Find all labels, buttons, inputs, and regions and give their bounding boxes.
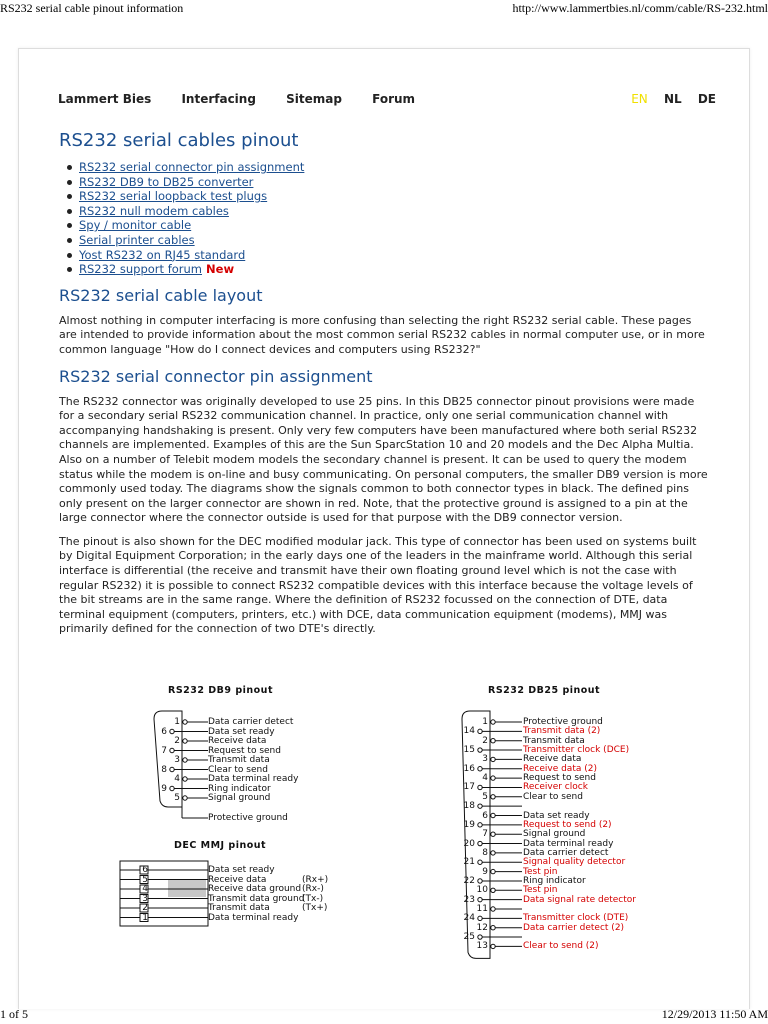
toc-item	[79, 189, 711, 204]
print-url: http://www.lammertbies.nl/comm/cable/RS-232.html	[512, 1, 768, 15]
toc-item	[79, 262, 711, 277]
db25-pin-label: Request to send	[523, 773, 596, 784]
mmj-pin-number: 2	[142, 903, 148, 913]
db9-pin-number: 4	[174, 774, 180, 784]
db9-pin-label: Data set ready	[208, 726, 275, 737]
page-title: RS232 serial cables pinout	[59, 130, 299, 151]
toc-link-yost[interactable]: Yost RS232 on RJ45 standard	[79, 247, 246, 262]
mmj-pin-label: Receive data ground	[208, 884, 302, 894]
db9-pin-number: 9	[161, 783, 167, 794]
db25-pin-number: 11	[476, 904, 488, 914]
table-of-contents	[59, 160, 711, 277]
db25-pin-label: Protective ground	[523, 717, 603, 727]
db25-pin-number: 25	[463, 932, 475, 943]
print-title: RS232 serial cable pinout information	[0, 1, 184, 15]
db25-pin-label: Request to send (2)	[523, 819, 612, 830]
db25-pin-number: 17	[463, 782, 475, 793]
db9-pin-label: Request to send	[208, 745, 281, 756]
db9-pin-label: Data carrier detect	[208, 717, 294, 727]
mmj-pin-number: 3	[142, 893, 148, 904]
db25-pin-number: 8	[482, 847, 488, 858]
print-page-number: 1 of 5	[0, 1007, 28, 1021]
db25-pin-label: Data signal rate detector	[523, 894, 636, 905]
db25-pin-number: 9	[482, 866, 488, 877]
mmj-pin-polarity: (Tx-)	[302, 893, 324, 904]
mmj-pin-label: Receive data	[208, 874, 267, 885]
main-content	[59, 130, 711, 646]
db9-title: RS232 DB9 pinout	[168, 685, 273, 696]
lang-de[interactable]: DE	[697, 92, 716, 106]
db25-pin-label: Receiver clock	[523, 782, 588, 793]
mmj-pin-number: 4	[142, 884, 148, 894]
nav-item-lammert-bies[interactable]: Lammert Bies	[58, 92, 152, 106]
pin-assignment-paragraph-2: The pinout is also shown for the DEC modified modular jack. This type of connector has been used on systems built by Digital Equipment Corporation; in the early days one of the leaders in the mainframe world. Although this serial interface is differential (the receive and transmit have their own floating ground level which is not the case with regular RS232) it is possible to connect RS232 compatible devices with this interface because the voltage levels of the bit streams are in the same range. Where the definition of RS232 focussed on the connection of DTE, data terminal equipment (computers, printers, etc.) with DCE, data communication equipment (modems), MMJ was primarily defined for the connection of two DTE's directly.	[59, 534, 697, 636]
db25-pin-label: Data carrier detect	[523, 847, 609, 858]
db9-pin-number: 2	[174, 736, 180, 746]
mmj-pin-polarity: (Rx+)	[302, 874, 329, 885]
mmj-pin-polarity: (Rx-)	[302, 884, 324, 894]
db25-pin-number: 12	[476, 922, 488, 933]
db25-pin-label: Clear to send	[523, 791, 583, 802]
db25-title: RS232 DB25 pinout	[488, 685, 601, 696]
toc-item	[79, 218, 711, 233]
layout-paragraph: Almost nothing in computer interfacing is more confusing than selecting the right RS232 serial cable. These pages are intended to provide information about the most common serial RS232 cables in normal computer use, or in more common language "How do I connect devices and computers using RS232?"	[59, 313, 705, 356]
db25-pin-number: 23	[463, 894, 475, 905]
section-heading-layout: RS232 serial cable layout	[59, 285, 263, 305]
db25-pin-label: Receive data	[523, 754, 582, 765]
db25-pin-label: Ring indicator	[523, 875, 586, 886]
db9-pin-label: Transmit data	[208, 755, 270, 765]
db25-pin-number: 6	[482, 810, 488, 821]
db25-pin-label: Signal ground	[523, 829, 586, 840]
db25-pin-number: 1	[482, 717, 488, 727]
mmj-pin-number: 6	[142, 865, 148, 875]
new-badge: New	[206, 262, 235, 277]
toc-item	[79, 160, 711, 175]
db25-pin-label: Receive data (2)	[523, 763, 597, 774]
nav-item-forum[interactable]: Forum	[372, 92, 416, 106]
db9-pin-number: 8	[161, 764, 167, 775]
print-datetime: 12/29/2013 11:50 AM	[661, 1007, 768, 1021]
mmj-pin-number: 5	[142, 874, 148, 885]
db25-pin-number: 7	[482, 829, 488, 840]
toc-link-forum[interactable]: RS232 support forum	[79, 262, 203, 277]
db25-pin-label: Transmitter clock (DTE)	[523, 913, 629, 924]
print-header	[0, 0, 768, 18]
toc-link-loopback[interactable]: RS232 serial loopback test plugs	[79, 189, 268, 204]
db9-pin-label: Ring indicator	[208, 783, 271, 794]
db9-pin-number: 5	[174, 793, 180, 803]
db25-pin-number: 14	[463, 726, 475, 737]
db25-pin-label: Transmitter clock (DCE)	[523, 745, 630, 756]
nav-item-interfacing[interactable]: Interfacing	[181, 92, 256, 106]
db9-pin-label: Signal ground	[208, 793, 271, 803]
db9-pin-label: Data terminal ready	[208, 774, 299, 784]
toc-link-null-modem[interactable]: RS232 null modem cables	[79, 203, 229, 218]
db9-pin-number: 1	[174, 717, 180, 727]
db25-pin-number: 16	[463, 763, 475, 774]
toc-item	[79, 204, 711, 219]
db9-shell-label: Protective ground	[208, 813, 288, 823]
db25-pin-number: 10	[476, 885, 488, 896]
pinout-diagrams	[110, 683, 650, 973]
mmj-title: DEC MMJ pinout	[174, 840, 267, 851]
db9-pin-number: 3	[174, 755, 180, 765]
db25-pin-number: 24	[463, 913, 475, 924]
mmj-pin-label: Transmit data ground	[208, 893, 305, 904]
db9-pin-label: Clear to send	[208, 764, 268, 775]
lang-en[interactable]: EN	[631, 92, 648, 106]
db25-pin-number: 13	[476, 941, 488, 952]
db25-pin-label: Data terminal ready	[523, 838, 614, 849]
toc-item	[79, 233, 711, 248]
nav-item-sitemap[interactable]: Sitemap	[286, 92, 342, 106]
lang-nl[interactable]: NL	[663, 92, 682, 106]
db25-connector-outline	[110, 683, 390, 973]
db25-pin-label: Test pin	[523, 885, 558, 896]
db25-pin-number: 20	[463, 838, 475, 849]
mmj-pin-label: Data set ready	[208, 865, 275, 875]
db25-pin-number: 18	[463, 801, 475, 812]
toc-item	[79, 248, 711, 263]
db25-pin-number: 22	[463, 875, 475, 886]
db25-pin-label: Signal quality detector	[523, 857, 626, 868]
db25-pin-label: Transmit data	[523, 735, 585, 746]
mmj-pin-label: Transmit data	[208, 903, 270, 913]
mmj-pin-label: Data terminal ready	[208, 912, 299, 923]
section-heading-pin-assignment: RS232 serial connector pin assignment	[59, 366, 373, 386]
db25-pin-number: 15	[463, 745, 475, 756]
toc-link-db9-db25[interactable]: RS232 DB9 to DB25 converter	[79, 174, 254, 189]
toc-link-spy-monitor[interactable]: Spy / monitor cable	[79, 218, 192, 233]
print-footer	[0, 1006, 768, 1024]
top-nav	[58, 92, 716, 112]
toc-item	[79, 175, 711, 190]
mmj-pin-number: 1	[142, 912, 148, 923]
db25-pin-label: Clear to send (2)	[523, 941, 599, 952]
db25-pin-number: 5	[482, 791, 488, 802]
db9-pin-number: 6	[161, 726, 167, 737]
db25-pin-number: 2	[482, 735, 488, 746]
db25-pin-label: Transmit data (2)	[523, 726, 601, 737]
db25-pin-number: 4	[482, 773, 488, 784]
mmj-pin-polarity: (Tx+)	[302, 903, 328, 913]
db25-pin-number: 19	[463, 819, 475, 830]
db9-pin-label: Receive data	[208, 736, 267, 746]
db25-pin-label: Data set ready	[523, 810, 590, 821]
db25-pin-number: 21	[463, 857, 475, 868]
db25-pin-number: 3	[482, 754, 488, 765]
db9-pin-number: 7	[161, 745, 167, 756]
db25-pin-label: Test pin	[523, 866, 558, 877]
pin-assignment-paragraph-1: The RS232 connector was originally developed to use 25 pins. In this DB25 connector pinout provisions were made for a secondary serial RS232 communication channel. In practice, only one serial communication channel with accompanying handshaking is present. Only very few computers have been manufactured where both serial RS232 channels are implemented. Examples of this are the Sun SparcStation 10 and 20 models and the Dec Alpha Multia. Also on a number of Telebit modem models the secondary channel is present. It can be used to query the modem status while the modem is on-line and busy communicating. On personal computers, the smaller DB9 version is more commonly used today. The diagrams show the signals common to both connector types in black. The defined pins only present on the larger connector are shown in red. Note, that the protective ground is assigned to a pin at the large connector where the connector outside is used for that purpose with the DB9 connector version.	[59, 394, 708, 525]
toc-link-printer[interactable]: Serial printer cables	[79, 232, 195, 247]
db25-pin-label: Data carrier detect (2)	[523, 922, 625, 933]
toc-link-pin-assignment[interactable]: RS232 serial connector pin assignment	[79, 160, 305, 174]
